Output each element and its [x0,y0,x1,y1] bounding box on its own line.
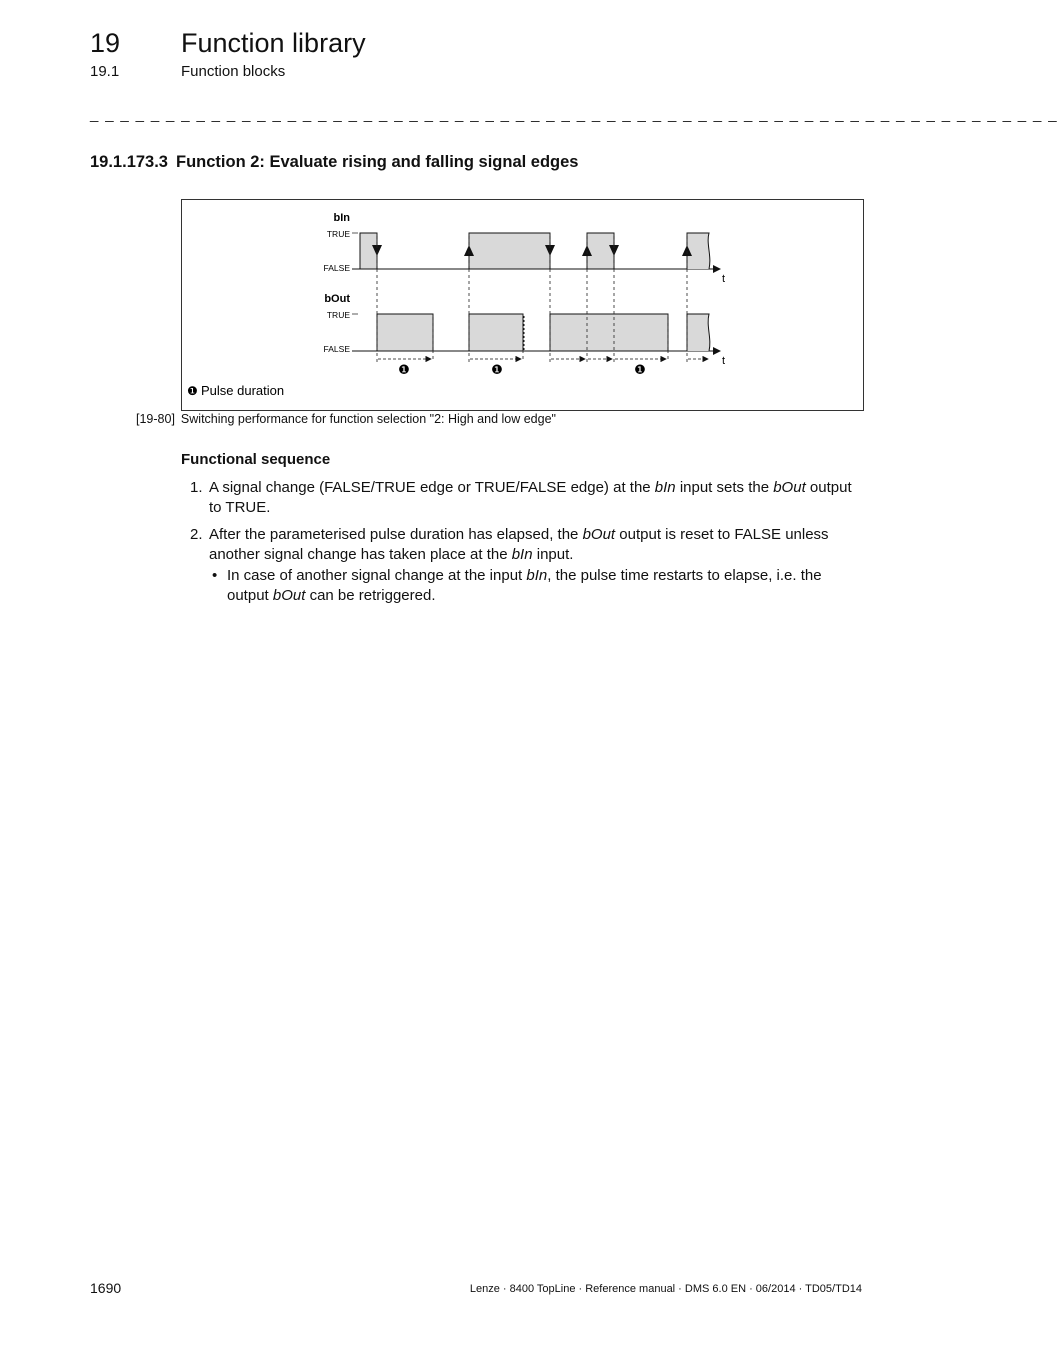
footer-text: Lenze · 8400 TopLine · Reference manual · DMS 6.0 EN · 06/2014 · TD05/TD14 [469,1283,862,1295]
legend-marker: ❶ [187,384,198,398]
bout-time-label: t [722,355,726,367]
bout-pulse-3 [550,314,668,351]
bout-pulse-1 [377,314,433,351]
heading-number: 19.1.173.3 [90,153,168,171]
pulse-duration-marker-1: ❶ [398,362,410,377]
list-item-2 [190,525,862,564]
bullet-text-c: can be retriggered. [305,586,436,604]
timing-diagram [182,200,863,410]
page-number: 1690 [90,1280,122,1296]
bin-true-label: TRUE [326,229,350,239]
item2-text-b: output is reset to FALSE unless another signal change has taken place at the [209,526,829,563]
section-heading [90,153,579,172]
bin-pulse-2 [469,233,550,269]
subheading: Functional sequence [181,451,331,468]
bin-false-label: FALSE [323,263,350,273]
pulse-duration-marker-3: ❶ [634,362,646,377]
bout-true-label: TRUE [326,310,350,320]
item2-var-a: bOut [582,526,616,543]
item1-text-b: input sets the [675,479,774,496]
chapter-number: 19 [90,28,121,58]
heading-title: Function 2: Evaluate rising and falling signal edges [176,153,579,171]
item2-var-b: bIn [511,545,533,563]
list-item-1 [190,478,862,517]
bullet-var-a: bIn [526,567,548,584]
bin-pulse-1 [360,233,377,269]
header-separator: _ _ _ _ _ _ _ _ _ _ _ _ _ _ _ _ _ _ _ _ _ _ _ _ _ _ _ _ _ _ _ _ _ _ _ _ _ _ _ _ _ _ _ _ _ _ _ _ _ _ _ _ _ _ _ _ _ _ _ _ _ _ _ _ [90,106,1058,123]
item1-text-a: A signal change (FALSE/TRUE edge or TRUE/FALSE edge) at the [209,479,655,496]
bin-pulse-3 [587,233,614,269]
section-title: Function blocks [181,63,286,80]
caption-id: [19-80] [136,412,175,426]
timing-diagram-figure [181,199,864,411]
item1-var-b: bOut [773,479,806,496]
bout-label: bOut [324,293,350,305]
bin-time-label: t [722,273,726,285]
chapter-title: Function library [181,28,366,58]
bin-label: bIn [333,212,350,224]
bullet-item [212,566,862,605]
bullet-mark: • [212,567,218,584]
bullet-var-b: bOut [272,586,306,604]
item1-var-a: bIn [654,479,676,496]
bullet-text-a: In case of another signal change at the input [227,567,527,584]
pulse-duration-marker-2: ❶ [491,362,503,377]
bin-pulse-4 [687,233,710,269]
figure-caption [136,412,556,426]
item2-text-c: input. [532,545,574,563]
legend-text: Pulse duration [201,383,285,398]
bout-pulse-4 [687,314,710,351]
caption-text: Switching performance for function selection "2: High and low edge" [180,412,556,426]
item1-text-c: output to TRUE. [209,479,852,516]
list-number-2: 2. [190,526,203,543]
section-number: 19.1 [90,63,120,80]
list-number-1: 1. [190,479,203,496]
item2-text-a: After the parameterised pulse duration has elapsed, the [209,526,583,543]
bullet-text-b: , the pulse time restarts to elapse, i.e. the output [227,567,822,604]
bout-false-label: FALSE [323,344,350,354]
bout-pulse-2 [469,314,523,351]
